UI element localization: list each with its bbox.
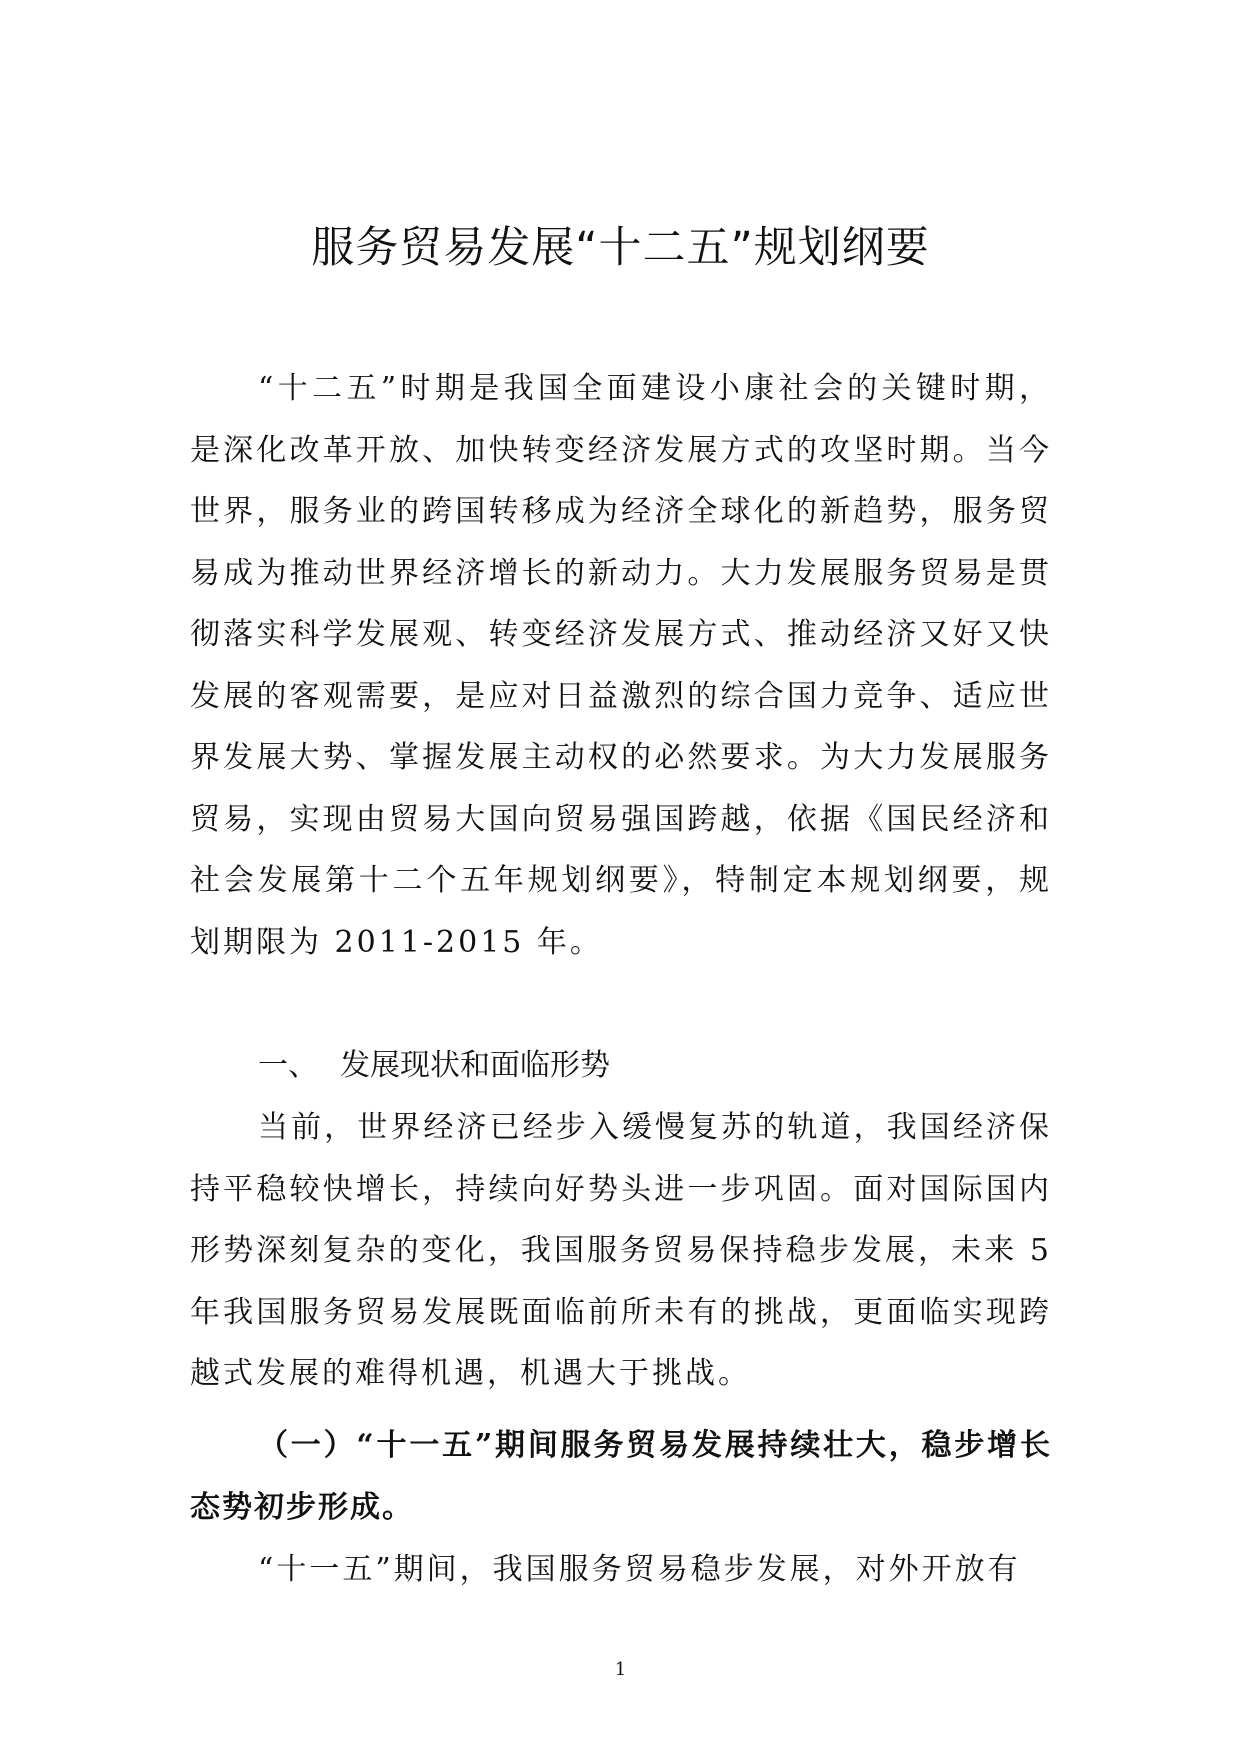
section-paragraph: 当前，世界经济已经步入缓慢复苏的轨道，我国经济保持平稳较快增长，持续向好势头进一步巩固。面对国际国内形势深刻复杂的变化，我国服务贸易保持稳步发展，未来 5 年我国服务贸易发展既面临前所未有的挑战，更面临实现跨越式发展的难得机遇，机遇大于挑战。 <box>190 1110 1052 1391</box>
section-heading <box>258 1036 610 1096</box>
section-title: 发展现状和面临形势 <box>340 1048 610 1083</box>
page-number: 1 <box>614 1659 627 1680</box>
subsection-paragraph: “十一五”期间，我国服务贸易稳步发展，对外开放有 <box>258 1552 1021 1587</box>
section-number: 一、 <box>258 1048 318 1083</box>
subsection-heading: （一）“十一五”期间服务贸易发展持续壮大，稳步增长态势初步形成。 <box>190 1428 1052 1525</box>
document-title: 服务贸易发展“十二五”规划纲要 <box>311 223 930 273</box>
intro-paragraph: “十二五”时期是我国全面建设小康社会的关键时期，是深化改革开放、加快转变经济发展方式的攻坚时期。当今世界，服务业的跨国转移成为经济全球化的新趋势，服务贸易成为推动世界经济增长的新动力。大力发展服务贸易是贯彻落实科学发展观、转变经济发展方式、推动经济又好又快发展的客观需要，是应对日益激烈的综合国力竞争、适应世界发展大势、掌握发展主动权的必然要求。为大力发展服务贸易，实现由贸易大国向贸易强国跨越，依据《国民经济和社会发展第十二个五年规划纲要》，特制定本规划纲要，规划期限为 2011-2015 年。 <box>190 371 1052 960</box>
